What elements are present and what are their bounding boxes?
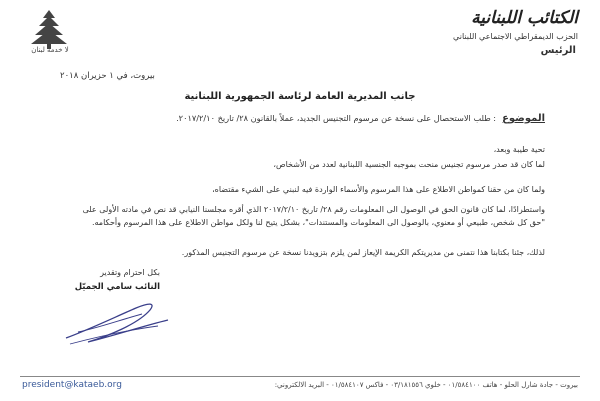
subject-text: : طلب الاستحصال على نسخة عن مرسوم التجنيس الجديد، عملاً بالقانون ٢٨/ تاريخ ٢٠١٧/٢/١٠.	[176, 113, 497, 123]
subject-label: الموضوع	[502, 113, 545, 124]
org-role: الرئيس	[540, 45, 576, 56]
paragraph-2: ولما كان من حقنا كمواطن الاطلاع على هذا المرسوم والأسماء الواردة فيه لنبني على الشيء مقتضاه،	[212, 185, 545, 194]
letter-date: بيروت، في ١ حزيران ٢٠١٨	[60, 71, 155, 81]
letter-subject	[65, 111, 545, 126]
paragraph-3: واستطرادًا، لما كان قانون الحق في الوصول الى المعلومات رقم ٢٨/ تاريخ ٢٠١٧/٢/١٠ الذي أقره مجلسنا النيابي قد نص في مادته الأولى على "حق كل شخص، طبيعي أو معنوي، بالوصول الى المعلومات والمستندات"، بشكل يتيح لنا ولكل مواطن الاطلاع على هذا المرسوم وأحكامه.	[82, 205, 545, 227]
footer-address: بيروت - جادة شارل الحلو - هاتف ٠١/٥٨٤١٠٠ - خلوي ٠٣/١٨١٥٥٦ - فاكس ٠١/٥٨٤١٠٧ - البريد الالكتروني:	[274, 381, 578, 389]
org-subtitle: الحزب الديمقراطي الاجتماعي اللبناني	[453, 32, 578, 41]
org-name: الكتائب اللبنانية	[471, 8, 578, 28]
logo-caption: لا خدمة لبنان	[31, 46, 69, 54]
cedar-logo-icon	[28, 8, 70, 50]
signer-name: النائب سامي الجميّل	[74, 282, 160, 292]
paragraph-1: لما كان قد صدر مرسوم تجنيس منحت بموجبه الجنسية اللبنانية لعدد من الأشخاص،	[273, 160, 545, 169]
greeting: تحية طيبة وبعد،	[493, 145, 545, 154]
signature-icon	[58, 290, 178, 350]
paragraph-4: لذلك، جئنا بكتابنا هذا نتمنى من مديريتكم الكريمة الإيعاز لمن يلزم بتزويدنا نسخة عن مرسوم التجنيس المذكور.	[181, 248, 545, 257]
letter-recipient: جانب المديرية العامة لرئاسة الجمهورية اللبنانية	[184, 91, 416, 102]
footer-divider	[20, 376, 580, 377]
footer-email-link[interactable]: president@kataeb.org	[22, 380, 122, 390]
closing-line: بكل احترام وتقدير	[100, 268, 160, 277]
